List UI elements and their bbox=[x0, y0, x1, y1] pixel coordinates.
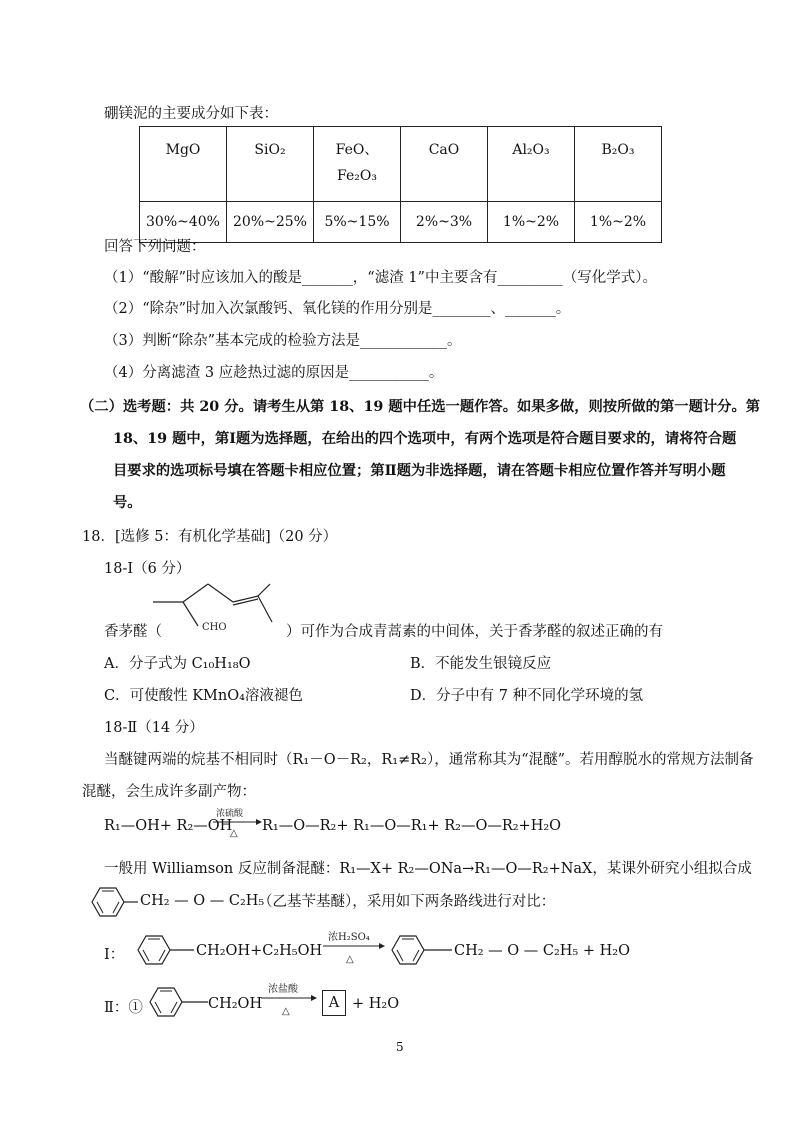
value-cell: 1%~2% bbox=[575, 202, 662, 243]
q18-part2: 18-Ⅱ（14 分） bbox=[104, 720, 204, 736]
section-heading-line4: 号。 bbox=[113, 495, 142, 511]
equation-1-left: R₁—OH+ R₂—OH bbox=[104, 818, 233, 834]
paragraph-1-line1: 当醚键两端的烷基不相同时（R₁－O－R₂，R₁≠R₂），通常称其为“混醚”。若用醇脱水的常规方法制备 bbox=[104, 752, 754, 768]
header-cell: CaO bbox=[401, 127, 488, 202]
svg-text:浓H₂SO₄: 浓H₂SO₄ bbox=[328, 932, 370, 943]
product-a-box: A bbox=[322, 990, 346, 1016]
header-cell: B₂O₃ bbox=[575, 127, 662, 202]
value-cell: 20%~25% bbox=[227, 202, 314, 243]
svg-text:△: △ bbox=[230, 828, 238, 839]
route-1-products: CH₂ — O — C₂H₅ + H₂O bbox=[454, 943, 630, 959]
option-a: A．分子式为 C₁₀H₁₈O bbox=[104, 656, 251, 672]
header-cell: SiO₂ bbox=[227, 127, 314, 202]
benzene-ring-icon bbox=[142, 978, 212, 1026]
route-2-arrow bbox=[260, 980, 320, 1020]
q18-stem-prefix: 香茅醛（ bbox=[104, 624, 162, 640]
section-heading-line1: （二）选考题：共 20 分。请考生从第 18、19 题中任选一题作答。如果多做，则按所做的第一题计分。第 bbox=[80, 399, 761, 415]
question-2: （2）“除杂”时加入次氯酸钙、氧化镁的作用分别是________、_______。 bbox=[104, 301, 571, 317]
paragraph-1-line2: 混醚，会生成许多副产物： bbox=[82, 784, 256, 800]
route-2-label: Ⅱ：① bbox=[104, 1000, 143, 1016]
option-c: C．可使酸性 KMnO₄溶液褪色 bbox=[104, 688, 303, 704]
q18-title: 18．[选修 5：有机化学基础]（20 分） bbox=[82, 529, 338, 545]
svg-text:浓盐酸: 浓盐酸 bbox=[268, 984, 298, 995]
equation-1-right: R₁—O—R₂+ R₁—O—R₁+ R₂—O—R₂+H₂O bbox=[262, 818, 562, 834]
page-number: 5 bbox=[396, 1040, 404, 1054]
citronellal-structure bbox=[150, 582, 280, 638]
benzene-ring-icon bbox=[386, 926, 456, 974]
q18-part1: 18-Ⅰ（6 分） bbox=[104, 561, 191, 577]
equation-1-arrow bbox=[212, 806, 262, 840]
paragraph-2-line2: （乙基苄基醚），采用如下两条路线进行对比： bbox=[258, 894, 556, 910]
value-cell: 30%~40% bbox=[140, 202, 227, 243]
section-heading-line3: 目要求的选项标号填在答题卡相应位置；第Ⅱ题为非选择题，请在答题卡相应位置作答并写明小题 bbox=[113, 463, 726, 479]
q18-stem-suffix: ）可作为合成青蒿素的中间体，关于香茅醛的叙述正确的有 bbox=[286, 624, 663, 640]
section-heading-line2: 18、19 题中，第Ⅰ题为选择题，在给出的四个选项中，有两个选项是符合题目要求的，请将符合题 bbox=[113, 431, 737, 447]
table-intro: 硼镁泥的主要成分如下表： bbox=[104, 106, 278, 122]
route-2-products: + H₂O bbox=[352, 996, 400, 1012]
composition-table bbox=[139, 126, 662, 243]
route-1-arrow bbox=[322, 928, 386, 968]
header-cell: FeO、 Fe₂O₃ bbox=[314, 127, 401, 202]
route-2-reactant: CH₂OH bbox=[208, 996, 263, 1012]
header-cell: MgO bbox=[140, 127, 227, 202]
header-cell: Al₂O₃ bbox=[488, 127, 575, 202]
svg-text:CHO: CHO bbox=[202, 622, 227, 633]
svg-text:浓硫酸: 浓硫酸 bbox=[216, 809, 244, 819]
value-cell: 5%~15% bbox=[314, 202, 401, 243]
route-1-label: Ⅰ： bbox=[104, 947, 125, 963]
benzene-ring-icon bbox=[78, 878, 138, 926]
ether-structure-label: CH₂ — O — C₂H₅ bbox=[140, 893, 265, 909]
value-cell: 2%~3% bbox=[401, 202, 488, 243]
svg-text:△: △ bbox=[346, 954, 354, 965]
paragraph-2-line1: 一般用 Williamson 反应制备混醚：R₁—X+ R₂—ONa→R₁—O—R₂+NaX，某课外研究小组拟合成 bbox=[104, 861, 752, 877]
question-1: （1）“酸解”时应该加入的酸是_______，“滤渣 1”中主要含有_________（写化学式）。 bbox=[104, 270, 657, 286]
answer-intro: 回答下列问题： bbox=[104, 239, 206, 255]
question-4: （4）分离滤渣 3 应趁热过滤的原因是___________。 bbox=[104, 365, 444, 381]
svg-text:△: △ bbox=[282, 1006, 290, 1017]
option-d: D．分子中有 7 种不同化学环境的氢 bbox=[410, 688, 644, 704]
benzene-ring-icon bbox=[126, 926, 196, 974]
route-1-reactants: CH₂OH+C₂H₅OH bbox=[196, 943, 323, 959]
option-b: B．不能发生银镜反应 bbox=[410, 656, 552, 672]
value-cell: 1%~2% bbox=[488, 202, 575, 243]
question-3: （3）判断“除杂”基本完成的检验方法是____________。 bbox=[104, 333, 462, 349]
